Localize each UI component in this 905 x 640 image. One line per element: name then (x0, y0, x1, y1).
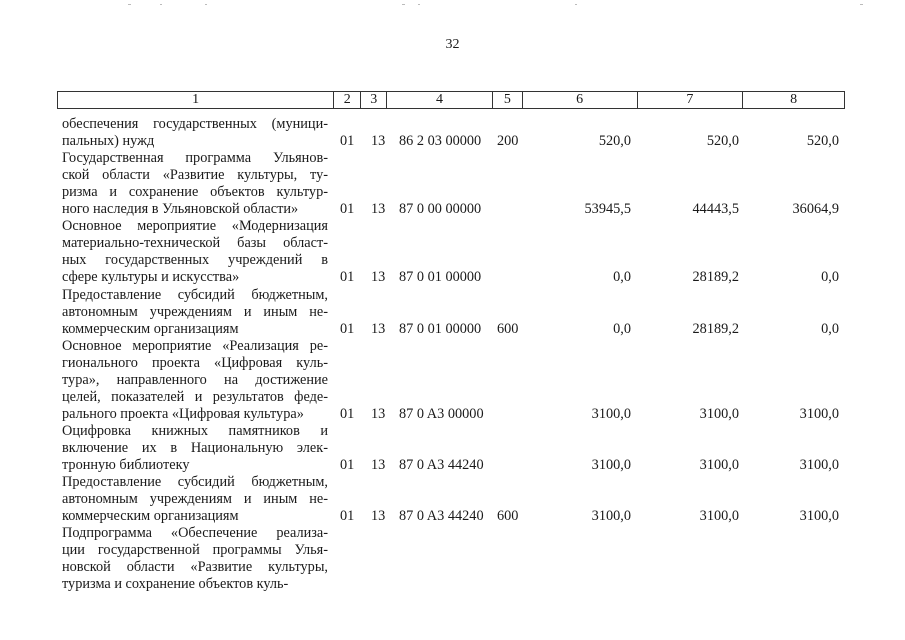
cell-c3: 13 (371, 133, 386, 150)
cell-c4: 87 0 01 00000 (399, 269, 482, 286)
cell-c4: 87 0 00 00000 (399, 201, 482, 218)
cell-c7: 44443,5 (692, 201, 739, 218)
description-line: ризма и сохранение объектов культур- (62, 184, 328, 201)
cell-c5: 200 (497, 133, 519, 150)
table-row (0, 150, 905, 218)
cell-c4: 87 0 A3 44240 (399, 508, 484, 525)
cell-c8: 3100,0 (799, 508, 839, 525)
description-line: новской области «Развитие культуры, (62, 559, 328, 576)
row-description (62, 525, 328, 593)
description-line: ции государственной программы Улья- (62, 542, 328, 559)
cell-c6: 3100,0 (591, 508, 631, 525)
cell-c2: 01 (340, 269, 355, 286)
cell-c7: 520,0 (706, 133, 739, 150)
row-description (62, 423, 328, 474)
cell-c3: 13 (371, 201, 386, 218)
cell-c3: 13 (371, 269, 386, 286)
cell-c2: 01 (340, 405, 355, 422)
description-line: целей, показателей и результатов феде- (62, 388, 328, 405)
cell-c8: 3100,0 (799, 456, 839, 473)
cell-c2: 01 (340, 133, 355, 150)
cell-c5: 600 (497, 508, 519, 525)
description-line: тура», направленного на достижение (62, 371, 328, 388)
cell-c8: 0,0 (821, 269, 839, 286)
description-line: Предоставление субсидий бюджетным, (62, 286, 328, 303)
description-line: коммерческим организациям (62, 508, 239, 525)
cell-c8: 520,0 (806, 133, 839, 150)
header-col-1: 1 (58, 92, 334, 108)
cell-c3: 13 (371, 456, 386, 473)
header-col-3: 3 (361, 92, 387, 108)
description-line: материально-технической базы област- (62, 235, 328, 252)
cell-c7: 28189,2 (692, 320, 739, 337)
description-line: рального проекта «Цифровая культура» (62, 405, 304, 422)
cell-c2: 01 (340, 320, 355, 337)
description-line: коммерческим организациям (62, 320, 239, 337)
row-description (62, 287, 328, 338)
cell-c3: 13 (371, 405, 386, 422)
cell-c2: 01 (340, 201, 355, 218)
table-row (0, 423, 905, 474)
cell-c8: 3100,0 (799, 405, 839, 422)
row-description (62, 218, 328, 286)
cell-c4: 87 0 A3 00000 (399, 405, 484, 422)
cell-c8: 36064,9 (792, 201, 839, 218)
table-row (0, 116, 905, 150)
cell-c6: 53945,5 (584, 201, 631, 218)
cell-c7: 28189,2 (692, 269, 739, 286)
table-row (0, 525, 905, 593)
header-col-4: 4 (387, 92, 493, 108)
cell-c6: 0,0 (613, 269, 631, 286)
header-col-2: 2 (334, 92, 361, 108)
cell-c6: 520,0 (598, 133, 631, 150)
row-description (62, 150, 328, 218)
table-header (57, 91, 845, 109)
table-row (0, 287, 905, 338)
table-row (0, 338, 905, 423)
description-line: ных государственных учреждений в (62, 252, 328, 269)
cell-c7: 3100,0 (699, 456, 739, 473)
cell-c6: 3100,0 (591, 456, 631, 473)
cell-c6: 3100,0 (591, 405, 631, 422)
description-line: ного наследия в Ульяновской области» (62, 201, 299, 218)
row-description (62, 338, 328, 423)
cell-c2: 01 (340, 456, 355, 473)
description-line: гионального проекта «Цифровая куль- (62, 354, 328, 371)
header-col-5: 5 (493, 92, 523, 108)
scan-speckles (0, 0, 905, 8)
cell-c4: 87 0 01 00000 (399, 320, 482, 337)
row-description (62, 474, 328, 525)
description-line: Основное мероприятие «Модернизация (62, 218, 328, 235)
description-line: автономным учреждениям и иным не- (62, 303, 328, 320)
description-line: обеспечения государственных (муници- (62, 116, 328, 132)
description-line: туризма и сохранение объектов куль- (62, 576, 289, 593)
description-line: включение их в Национальную элек- (62, 439, 328, 456)
description-line: сфере культуры и искусства» (62, 269, 240, 286)
description-line: Подпрограмма «Обеспечение реализа- (62, 525, 328, 542)
cell-c2: 01 (340, 508, 355, 525)
description-line: Предоставление субсидий бюджетным, (62, 474, 328, 491)
cell-c7: 3100,0 (699, 508, 739, 525)
header-col-8: 8 (790, 92, 798, 107)
description-line: пальных) нужд (62, 133, 155, 150)
table-row (0, 218, 905, 286)
cell-c3: 13 (371, 320, 386, 337)
header-col-7: 7 (638, 92, 744, 108)
description-line: Основное мероприятие «Реализация ре- (62, 337, 328, 354)
cell-c4: 87 0 A3 44240 (399, 456, 484, 473)
table-row (0, 474, 905, 525)
cell-c3: 13 (371, 508, 386, 525)
cell-c8: 0,0 (821, 320, 839, 337)
row-description (62, 116, 328, 150)
cell-c6: 0,0 (613, 320, 631, 337)
description-line: автономным учреждениям и иным не- (62, 491, 328, 508)
description-line: Государственная программа Ульянов- (62, 150, 328, 167)
cell-c7: 3100,0 (699, 405, 739, 422)
cell-c4: 86 2 03 00000 (399, 133, 482, 150)
description-line: Оцифровка книжных памятников и (62, 422, 328, 439)
header-col-6: 6 (523, 92, 638, 108)
description-line: ской области «Развитие культуры, ту- (62, 167, 328, 184)
page-number: 32 (445, 37, 460, 52)
description-line: тронную библиотеку (62, 456, 190, 473)
cell-c5: 600 (497, 320, 519, 337)
